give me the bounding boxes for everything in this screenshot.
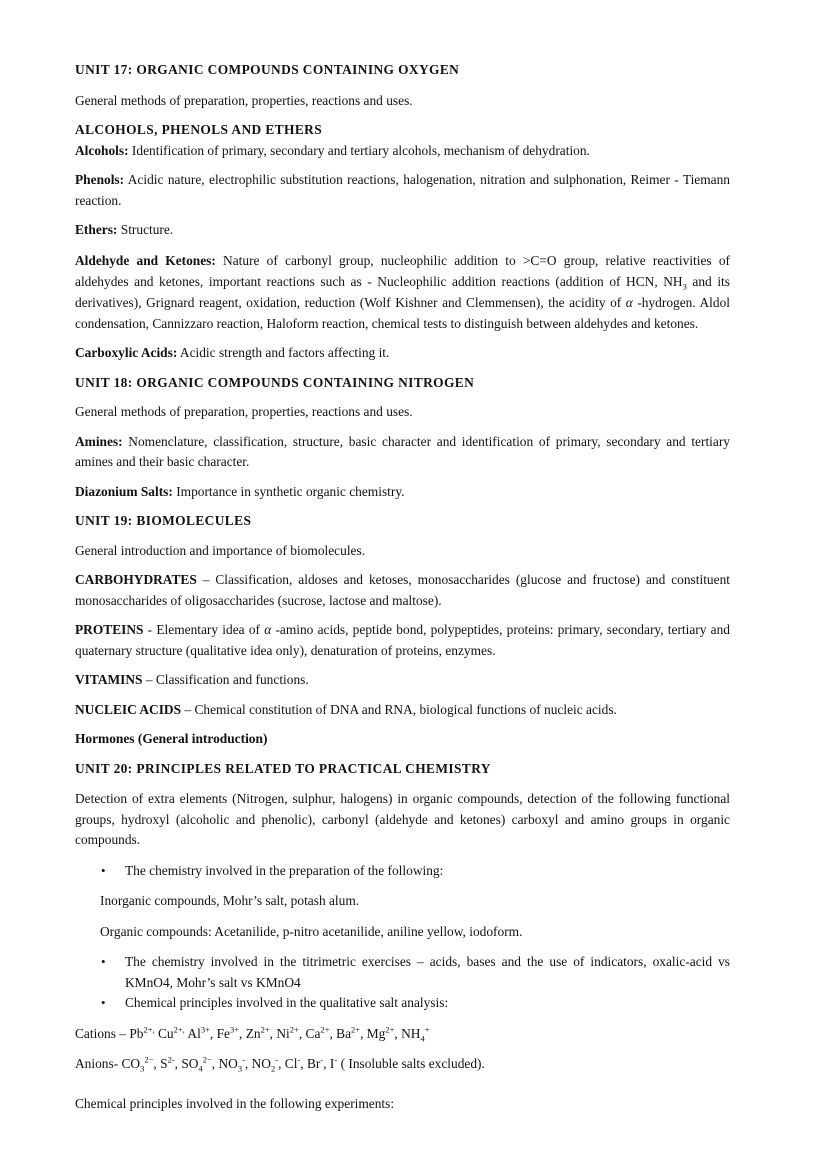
- cation-list: [129, 1026, 401, 1041]
- cation-symbol: Zn: [245, 1025, 261, 1041]
- cation-charge: 2+,: [143, 1024, 155, 1035]
- cation-symbol: Ba: [336, 1025, 352, 1041]
- sulfate-ion: [181, 1054, 212, 1074]
- unit18-heading: UNIT 18: ORGANIC COMPOUNDS CONTAINING NITROGEN: [75, 374, 475, 390]
- nitrite-base: NO: [251, 1056, 271, 1072]
- phenols-paragraph: [75, 170, 730, 211]
- iodide-base: I: [329, 1056, 335, 1072]
- nitrate-subscript: 3: [237, 1063, 243, 1074]
- vitamins-label: VITAMINS: [75, 672, 143, 688]
- amines-label: Amines:: [75, 433, 123, 449]
- cation-charge: 2+: [320, 1024, 330, 1035]
- sulfate-charge: 2−: [202, 1054, 212, 1065]
- carbohydrates-text: – Classification, aldoses and ketoses, monosaccharides (glucose and fructose) and constituent monosaccharides of oligosaccharides (sucrose, lactose and maltose).: [75, 572, 730, 608]
- sulfide-ion: [160, 1056, 175, 1071]
- diazonium-label: Diazonium Salts:: [75, 483, 173, 499]
- cation-separator: ,: [269, 1025, 277, 1041]
- nitrite-charge: -: [275, 1054, 279, 1065]
- alcohols-text: Identification of primary, secondary and tertiary alcohols, mechanism of dehydration.: [128, 142, 590, 158]
- cation-charge: 2+: [289, 1024, 299, 1035]
- cation-charge: 2+,: [173, 1024, 185, 1035]
- bullet-preparation-text: The chemistry involved in the preparation of the following:: [125, 862, 444, 878]
- cation-ion: [336, 1026, 367, 1041]
- alcohols-phenols-ethers-heading: ALCOHOLS, PHENOLS AND ETHERS: [75, 122, 323, 137]
- cation-ion: [306, 1026, 337, 1041]
- cation-ion: [158, 1026, 187, 1041]
- cation-ion: [276, 1026, 305, 1041]
- cation-separator: ,: [298, 1025, 306, 1041]
- bromide-base: Br: [306, 1056, 321, 1072]
- carboxylic-paragraph: [75, 343, 730, 364]
- unit19-heading: UNIT 19: BIOMOLECULES: [75, 513, 252, 529]
- cation-symbol: Mg: [366, 1025, 386, 1041]
- aldehyde-label: Aldehyde and Ketones:: [75, 252, 216, 268]
- cation-symbol: Fe: [216, 1025, 230, 1041]
- amines-paragraph: [75, 432, 730, 473]
- cation-charge: 2+: [260, 1024, 270, 1035]
- cation-charge: 3+: [200, 1024, 210, 1035]
- cation-symbol: Ca: [305, 1025, 321, 1041]
- vitamins-paragraph: [75, 670, 730, 691]
- nitrate-base: NO: [218, 1056, 238, 1072]
- cation-separator: ,: [394, 1025, 402, 1041]
- ethers-label: Ethers:: [75, 222, 118, 237]
- aldehyde-text-2: and its derivatives), Grignard reagent, oxidation, reduction (Wolf Kishner and Clemmensen), the acidity of: [75, 273, 730, 310]
- sulfate-base: SO: [181, 1056, 199, 1072]
- cation-symbol: Al: [187, 1025, 201, 1041]
- cation-ion: [246, 1026, 277, 1041]
- anions-line: Anions- $CO_3^{2-}$, $S^{2-}$, $SO_4^{2-}$, $NO_3^-$, $NO_2^-$, Cl-, Br-, I- ( Insoluble salts excluded).: [75, 1054, 485, 1074]
- chloride-charge: -: [297, 1054, 301, 1065]
- cations-label: Cations –: [75, 1025, 130, 1041]
- carbohydrates-paragraph: [75, 570, 730, 611]
- proteins-label: PROTEINS: [75, 622, 144, 638]
- chloride-base: Cl: [284, 1056, 298, 1072]
- anions-label: Anions-: [75, 1056, 122, 1072]
- nitrate-charge: -: [242, 1054, 245, 1065]
- nitrite-ion: [251, 1054, 279, 1074]
- unit19-intro: General introduction and importance of biomolecules.: [75, 542, 366, 558]
- iodide-charge: -: [334, 1054, 338, 1065]
- cation-symbol: Pb: [129, 1025, 144, 1041]
- cation-symbol: Ni: [276, 1025, 290, 1041]
- organic-compounds-line: Organic compounds: Acetanilide, p-nitro acetanilide, aniline yellow, iodoform.: [100, 923, 523, 939]
- phenols-label: Phenols:: [75, 172, 125, 187]
- sulfate-subscript: 4: [198, 1063, 203, 1074]
- nucleic-acids-text: – Chemical constitution of DNA and RNA, biological functions of nucleic acids.: [181, 701, 617, 717]
- aldehyde-paragraph: [75, 250, 730, 335]
- nucleic-acids-label: NUCLEIC ACIDS: [75, 701, 182, 717]
- sulfide-charge: 2-: [167, 1054, 175, 1065]
- proteins-text-1: - Elementary idea of: [143, 622, 265, 638]
- carboxylic-text: Acidic strength and factors affecting it.: [177, 345, 390, 361]
- cation-separator: ,: [360, 1025, 367, 1041]
- alcohols-paragraph: [75, 141, 730, 162]
- unit17-heading: UNIT 17: ORGANIC COMPOUNDS CONTAINING OXYGEN: [75, 62, 460, 77]
- document-page: [75, 60, 730, 1114]
- experiments-line: Chemical principles involved in the following experiments:: [75, 1095, 395, 1111]
- carbonate-ion: [121, 1054, 154, 1074]
- bullet-dot: •: [101, 862, 106, 878]
- cation-charge: 2+: [351, 1024, 361, 1035]
- ammonium-ion: [401, 1024, 430, 1044]
- cation-symbol: Cu: [158, 1025, 174, 1041]
- bromide-charge: -: [320, 1054, 324, 1065]
- bullet-preparation: [75, 861, 730, 882]
- cation-charge: 2+: [385, 1024, 395, 1035]
- cation-separator: ,: [209, 1025, 217, 1041]
- ethers-text: Structure.: [117, 222, 174, 237]
- cation-separator: ,: [239, 1025, 246, 1041]
- carboxylic-label: Carboxylic Acids:: [75, 345, 178, 361]
- proteins-text-2: -amino acids, peptide bond, polypeptides, proteins: primary, secondary, tertiary and quaternary structure (qualitative idea only), denaturation of proteins, enzymes.: [75, 622, 731, 658]
- bullet-dot: •: [101, 954, 106, 970]
- bullet-salt-analysis-text: Chemical principles involved in the qualitative salt analysis:: [125, 995, 449, 1011]
- diazonium-text: Importance in synthetic organic chemistry.: [172, 483, 405, 499]
- nucleic-acids-paragraph: [75, 700, 730, 721]
- chloride-ion: [285, 1056, 301, 1071]
- inorganic-compounds-line: Inorganic compounds, Mohr’s salt, potash alum.: [100, 893, 360, 909]
- cation-charge: 3+: [229, 1024, 240, 1035]
- cation-ion: [367, 1026, 401, 1041]
- carbohydrates-label: CARBOHYDRATES: [75, 572, 197, 588]
- aldehyde-subscript: 3: [682, 281, 687, 292]
- aldehyde-text-3: -hydrogen. Aldol condensation, Cannizzaro reaction, Haloform reaction, chemical tests to distinguish between aldehydes and ketones.: [75, 294, 730, 332]
- alpha-symbol: α: [625, 294, 633, 310]
- proteins-paragraph: [75, 620, 730, 661]
- cation-ion: [129, 1026, 158, 1041]
- nitrite-subscript: 2: [270, 1063, 276, 1074]
- ammonium-superscript: +: [424, 1024, 430, 1035]
- cation-ion: [217, 1026, 246, 1041]
- nitrate-ion: [218, 1054, 245, 1074]
- aldehyde-text-1: Nature of carbonyl group, nucleophilic addition to >C=O group, relative reactivities of aldehydes and ketones, important reactions such as - Nucleophilic addition reactions (addition of HCN, NH: [75, 252, 730, 289]
- ammonium-subscript: 4: [420, 1033, 425, 1044]
- sulfide-base: S: [160, 1056, 168, 1072]
- anions-tail: ( Insoluble salts excluded).: [337, 1056, 485, 1072]
- vitamins-text: – Classification and functions.: [142, 672, 309, 688]
- phenols-text: Acidic nature, electrophilic substitution reactions, halogenation, nitration and sulphonation, Reimer - Tiemann reaction.: [75, 172, 730, 208]
- carbonate-charge: 2−: [144, 1054, 154, 1065]
- diazonium-paragraph: [75, 482, 730, 503]
- bullet-salt-analysis: [75, 993, 730, 1014]
- bromide-ion: [307, 1056, 323, 1071]
- bullet-dot: •: [101, 995, 106, 1011]
- cation-ion: [187, 1026, 216, 1041]
- unit20-intro: Detection of extra elements (Nitrogen, sulphur, halogens) in organic compounds, detection of the following functional groups, hydroxyl (alcoholic and phenolic), carbonyl (aldehyde and ketones) carboxyl and amino groups in organic compounds.: [75, 791, 730, 848]
- unit20-heading: UNIT 20: PRINCIPLES RELATED TO PRACTICAL CHEMISTRY: [75, 760, 491, 776]
- amines-text: Nomenclature, classification, structure, basic character and identification of primary, secondary and tertiary amines and their basic character.: [75, 433, 730, 470]
- bullet-titrimetric: [75, 952, 730, 993]
- carbonate-subscript: 3: [140, 1063, 145, 1074]
- unit17-intro: General methods of preparation, properties, reactions and uses.: [75, 92, 413, 108]
- ethers-paragraph: [75, 220, 730, 241]
- carbonate-base: CO: [121, 1056, 141, 1072]
- unit18-intro: General methods of preparation, properties, reactions and uses.: [75, 404, 413, 420]
- alpha-symbol: α: [264, 622, 272, 638]
- alcohols-label: Alcohols:: [75, 142, 129, 158]
- ammonium-base: NH: [401, 1025, 421, 1041]
- hormones-heading: Hormones (General introduction): [75, 731, 268, 747]
- cations-line: [75, 1024, 730, 1045]
- bullet-titrimetric-text: The chemistry involved in the titrimetric exercises – acids, bases and the use of indicators, oxalic-acid vs KMnO4, Mohr’s salt vs KMnO4: [125, 954, 730, 990]
- cation-separator: ,: [329, 1025, 337, 1041]
